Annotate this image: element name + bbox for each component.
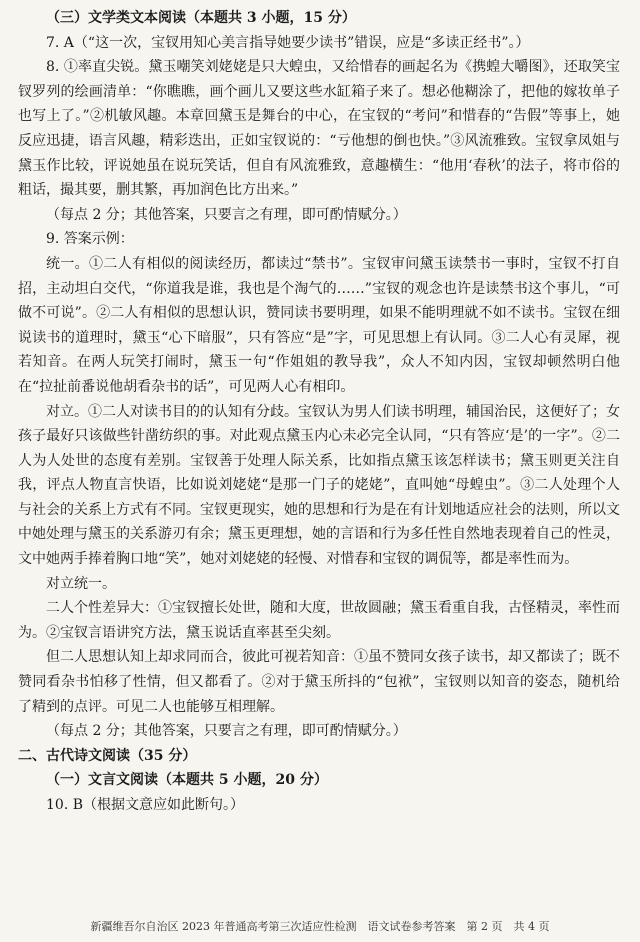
answer-q9-opposition: 对立。①二人对读书目的的认知有分歧。宝钗认为男人们读书明理，辅国治民，这便好了；女孩子最好只该做些针凿纺织的事。对此观点黛玉内心未必完全认同，“只有答应‘是’的一字”。②二人为人处世的态度有差别。宝钗善于处理人际关系，比如指点黛玉该怎样读书；黛玉则更关注自我，评点人物直言快语，比如说刘姥姥“是那一门子的姥姥”，直叫她“母蝗虫”。③二人处理个人与社会的关系上方式有不同。宝钗更现实，她的思想和行为是在有计划地适应社会的法则，所以文中她处理与黛玉的关系游刃有余；黛玉更理想，她的言语和行为多任性自然地表现着自己的性灵，文中她两手捧着胸口地“笑”，她对刘姥姥的轻慢、对惜春和宝钗的调侃等，都是率性而为。 bbox=[18, 403, 620, 568]
answer-q9-unity: 统一。①二人有相似的阅读经历，都读过“禁书”。宝钗审问黛玉读禁书一事时，宝钗不打自招，主动坦白交代，“你道我是谁，我也是个淘气的……”宝钗的观念也许是读禁书这个事儿，“可做不可说”。②二人有相似的思想认识，赞同读书要明理，如果不能明理就不如不读书。宝钗在细说读书的道理时，黛玉“心下暗服”，只有答应“是”字，可见思想上有认同。③二人心有灵犀，视若知音。在两人玩笑打闹时，黛玉一句“作姐姐的教导我”，众人不知内因，宝钗却顿然明白他在“拉扯前番说他胡看杂书的话”，可见两人心有相印。 bbox=[18, 255, 620, 395]
section-heading-literary: （三）文学类文本阅读（本题共 3 小题，15 分） bbox=[46, 10, 356, 26]
answer-q9-intro: 9. 答案示例： bbox=[46, 231, 134, 248]
part-heading-classical: 二、古代诗文阅读（35 分） bbox=[18, 747, 197, 764]
answer-q9-differences: 二人个性差异大：①宝钗擅长处世，随和大度，世故圆融；黛玉看重自我，古怪精灵，率性而为。②宝钗言语讲究方法，黛玉说话直率甚至尖刻。 bbox=[18, 600, 620, 641]
answer-q10: 10. B（根据文意应如此断句。） bbox=[46, 797, 245, 813]
answer-q7: 7. A（“这一次，宝钗用知心美言指导她要少读书”错误，应是“多读正经书”。） bbox=[46, 34, 530, 51]
score-note-q8: （每点 2 分；其他答案，只要言之有理，即可酌情赋分。） bbox=[46, 206, 407, 223]
answer-q9-common-ground: 但二人思想认知上却求同而合，彼此可视若知音：①虽不赞同女孩子读书，却又都读了；既不赞同看杂书怕移了性情，但又都看了。②对于黛玉所抖的“包袱”，宝钗则以知音的姿态，随机给了精到的点评。可见二人也能够互相理解。 bbox=[18, 649, 620, 715]
answer-q9-unity-of-opposites: 对立统一。 bbox=[46, 575, 116, 592]
score-note-q9: （每点 2 分；其他答案，只要言之有理，即可酌情赋分。） bbox=[46, 723, 407, 740]
page-footer: 新疆维吾尔自治区 2023 年普通高考第三次适应性检测 语文试卷参考答案 第 2 页 共 4 页 bbox=[90, 920, 550, 933]
answer-q8: 8. ①率直尖锐。黛玉嘲笑刘姥姥是只大蝗虫，又给惜春的画起名为《携蝗大嚼图》，还取笑宝钗罗列的绘画清单：“你瞧瞧，画个画儿又要这些水缸箱子来了。想必他糊涂了，把他的嫁妆单子也写上了。”②机敏风趣。本章回黛玉是舞台的中心，在宝钗的“考问”和惜春的“告假”等事上，她反应迅捷，语言风趣，精彩迭出，正如宝钗说的：“亏他想的倒也快。”③风流雅致。宝钗拿凤姐与黛玉作比较，评说她虽在说玩笑话，但自有风流雅致，意趣横生：“他用‘春秋’的法子，将市俗的粗话，撮其要，删其繁，再加润色比方出来。” bbox=[18, 59, 620, 199]
section-heading-classical-prose: （一）文言文阅读（本题共 5 小题，20 分） bbox=[46, 772, 328, 789]
